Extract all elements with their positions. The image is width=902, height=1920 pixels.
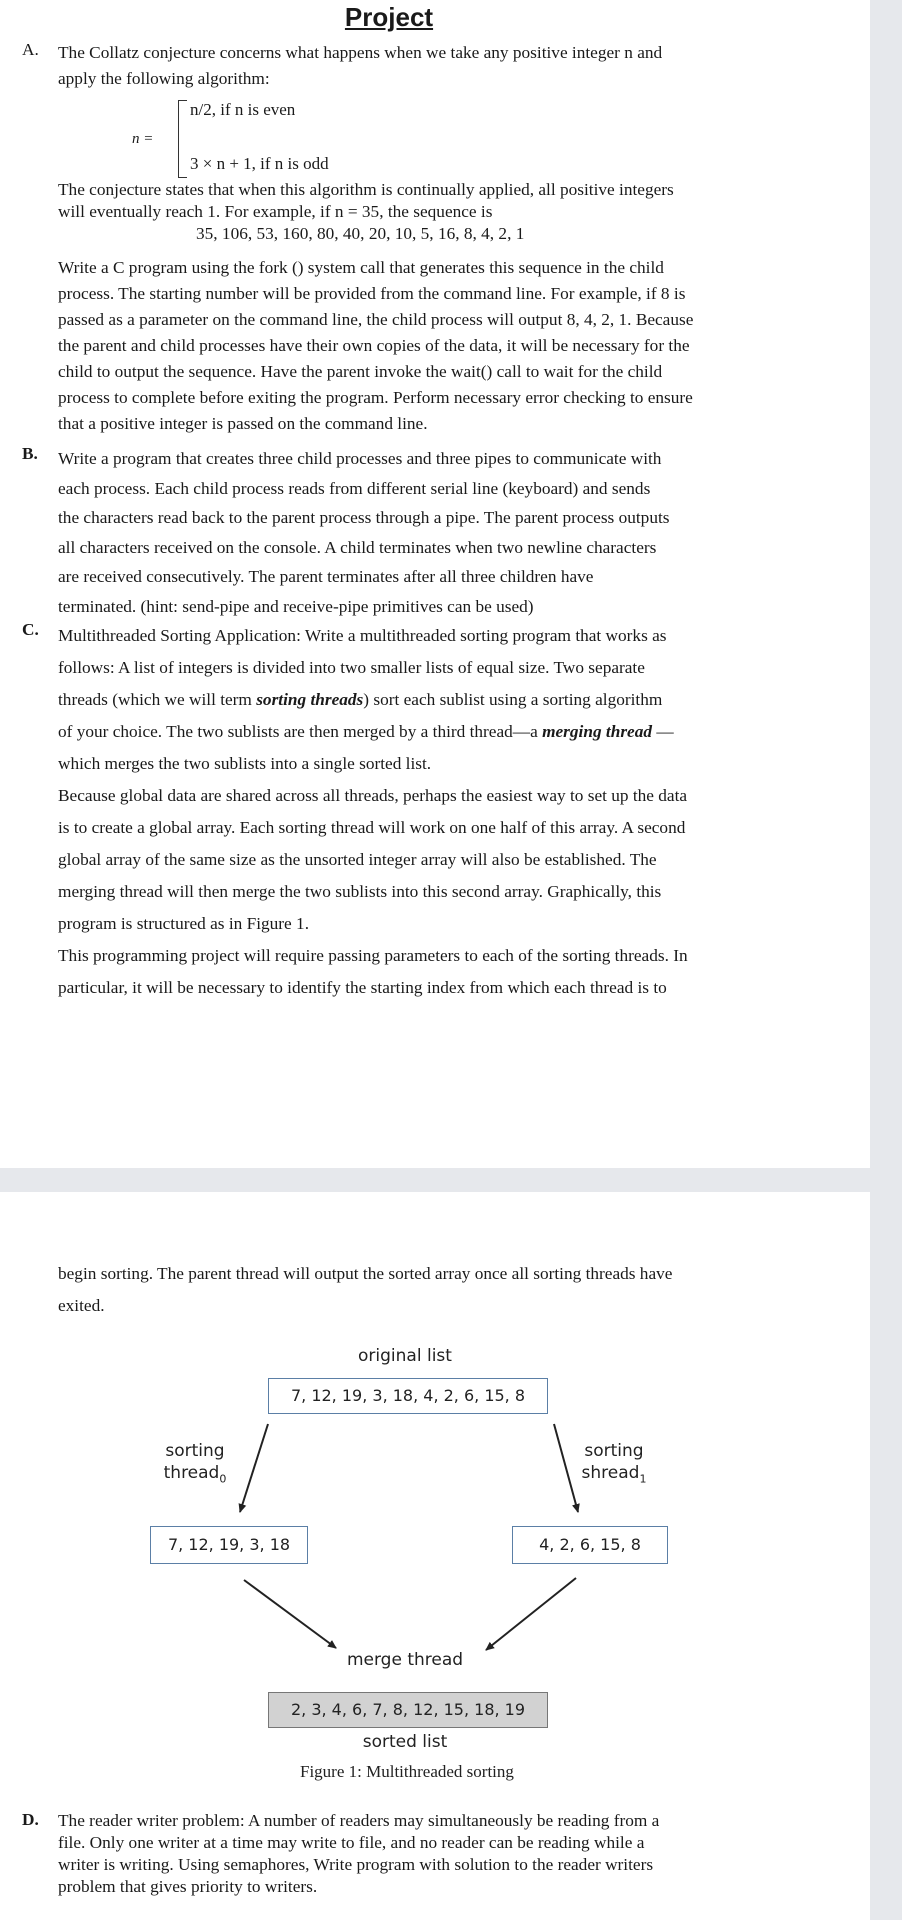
merge-thread-label: merge thread <box>346 1650 464 1670</box>
section-b-line: all characters received on the console. A child terminates when two newline characters <box>58 537 657 557</box>
section-b <box>22 444 758 622</box>
section-a-label: A. <box>22 40 39 59</box>
section-c-line: which merges the two sublists into a single sorted list. <box>58 754 432 773</box>
section-d-label: D. <box>22 1810 39 1829</box>
term-merging-thread: merging thread <box>542 722 653 741</box>
section-a <box>22 40 758 92</box>
section-c-line <box>58 716 758 748</box>
section-c-line: begin sorting. The parent thread will output the sorted array once all sorting threads have <box>58 1264 673 1283</box>
section-c-line: This programming project will require passing parameters to each of the sorting threads. In <box>58 946 688 965</box>
collatz-case-odd: 3 × n + 1, if n is odd <box>190 154 329 173</box>
collatz-eq-lhs: n = <box>132 131 154 147</box>
sorting-thread-0-sub: 0 <box>219 1472 227 1486</box>
sorting-thread-1-word: shread <box>581 1463 640 1483</box>
page-title: Project <box>344 2 434 32</box>
section-c-line: Multithreaded Sorting Application: Write a multithreaded sorting program that works as <box>58 626 667 645</box>
sorting-thread-0-word: thread <box>163 1463 220 1483</box>
section-a-intro-1: The Collatz conjecture concerns what happens when we take any positive integer n and <box>58 43 663 62</box>
section-b-line: the characters read back to the parent process through a pipe. The parent process outputs <box>58 508 670 528</box>
collatz-brace <box>178 100 187 178</box>
section-c-line: is to create a global array. Each sorting thread will work on one half of this array. A second <box>58 818 686 837</box>
section-c-label: C. <box>22 620 39 639</box>
section-b-line: each process. Each child process reads from different serial line (keyboard) and sends <box>58 478 651 498</box>
section-d-line: writer is writing. Using semaphores, Write program with solution to the reader writers <box>58 1855 654 1874</box>
section-c-line: merging thread will then merge the two sublists into this second array. Graphically, this <box>58 882 662 901</box>
section-b-line: are received consecutively. The parent terminates after all three children have <box>58 567 594 587</box>
section-c-line: exited. <box>58 1296 105 1315</box>
left-sublist-box: 7, 12, 19, 3, 18 <box>150 1526 308 1564</box>
section-c-line: follows: A list of integers is divided into two smaller lists of equal size. Two separate <box>58 658 645 677</box>
section-a-line: Write a C program using the fork () system call that generates this sequence in the child <box>58 258 664 277</box>
sorted-list-box: 2, 3, 4, 6, 7, 8, 12, 15, 18, 19 <box>268 1692 548 1728</box>
section-c-line: program is structured as in Figure 1. <box>58 914 310 933</box>
text-run: — <box>652 722 674 741</box>
document-page-2 <box>0 1192 870 1920</box>
arrow-right-to-merge <box>486 1578 576 1650</box>
section-a-body-2 <box>58 255 758 437</box>
sorting-thread-1-line2 <box>576 1462 652 1490</box>
sorting-thread-0-line2 <box>160 1462 230 1490</box>
section-c-line: global array of the same size as the unsorted integer array will also be established. The <box>58 850 657 869</box>
section-c-line: Because global data are shared across all threads, perhaps the easiest way to set up the data <box>58 786 688 805</box>
section-b-label: B. <box>22 444 38 463</box>
arrow-to-right-sublist <box>554 1424 578 1512</box>
section-a-line: child to output the sequence. Have the parent invoke the wait() call to wait for the child <box>58 362 663 381</box>
section-b-line: Write a program that creates three child processes and three pipes to communicate with <box>58 449 662 468</box>
section-a-line: the parent and child processes have their own copies of the data, it will be necessary for the <box>58 336 690 355</box>
arrow-left-to-merge <box>244 1580 336 1648</box>
original-list-box: 7, 12, 19, 3, 18, 4, 2, 6, 15, 8 <box>268 1378 548 1414</box>
sorting-thread-1-sub: 1 <box>639 1472 647 1486</box>
section-a-line: that a positive integer is passed on the command line. <box>58 414 428 433</box>
original-list-label: original list <box>358 1346 452 1366</box>
text-run: threads (which we will term <box>58 690 257 709</box>
section-d-line: problem that gives priority to writers. <box>58 1877 318 1896</box>
figure-caption: Figure 1: Multithreaded sorting <box>300 1762 514 1781</box>
sorting-thread-0-label <box>160 1440 230 1490</box>
term-sorting-threads: sorting threads <box>256 690 364 709</box>
section-d <box>22 1810 758 1898</box>
section-a-intro-2: apply the following algorithm: <box>58 69 270 88</box>
sorted-list-label: sorted list <box>362 1732 448 1752</box>
section-a-line: will eventually reach 1. For example, if n = 35, the sequence is <box>58 202 493 221</box>
section-d-line: The reader writer problem: A number of readers may simultaneously be reading from a <box>58 1811 660 1830</box>
section-b-line: terminated. (hint: send-pipe and receive-pipe primitives can be used) <box>58 596 534 616</box>
section-c-line <box>58 684 758 716</box>
section-c <box>22 620 758 1004</box>
text-run: of your choice. The two sublists are then merged by a third thread—a <box>58 722 543 741</box>
section-a-line: passed as a parameter on the command line, the child process will output 8, 4, 2, 1. Because <box>58 310 694 329</box>
section-a-line: The conjecture states that when this algorithm is continually applied, all positive integers <box>58 180 674 199</box>
arrow-to-left-sublist <box>240 1424 268 1512</box>
collatz-sequence: 35, 106, 53, 160, 80, 40, 20, 10, 5, 16, 8, 4, 2, 1 <box>196 224 525 243</box>
section-c-line: particular, it will be necessary to identify the starting index from which each thread is to <box>58 978 667 997</box>
right-sublist-box: 4, 2, 6, 15, 8 <box>512 1526 668 1564</box>
section-a-line: process. The starting number will be provided from the command line. For example, if 8 is <box>58 284 686 303</box>
collatz-case-even: n/2, if n is even <box>190 100 296 119</box>
sorting-thread-1-line1: sorting <box>584 1441 644 1461</box>
text-run: ) sort each sublist using a sorting algorithm <box>363 690 663 709</box>
sorting-thread-1-label <box>576 1440 652 1490</box>
section-a-line: process to complete before exiting the program. Perform necessary error checking to ensure <box>58 388 693 407</box>
section-a-body <box>58 179 758 223</box>
section-d-line: file. Only one writer at a time may write to file, and no reader can be reading while a <box>58 1833 645 1852</box>
sorting-thread-0-line1: sorting <box>165 1441 225 1461</box>
